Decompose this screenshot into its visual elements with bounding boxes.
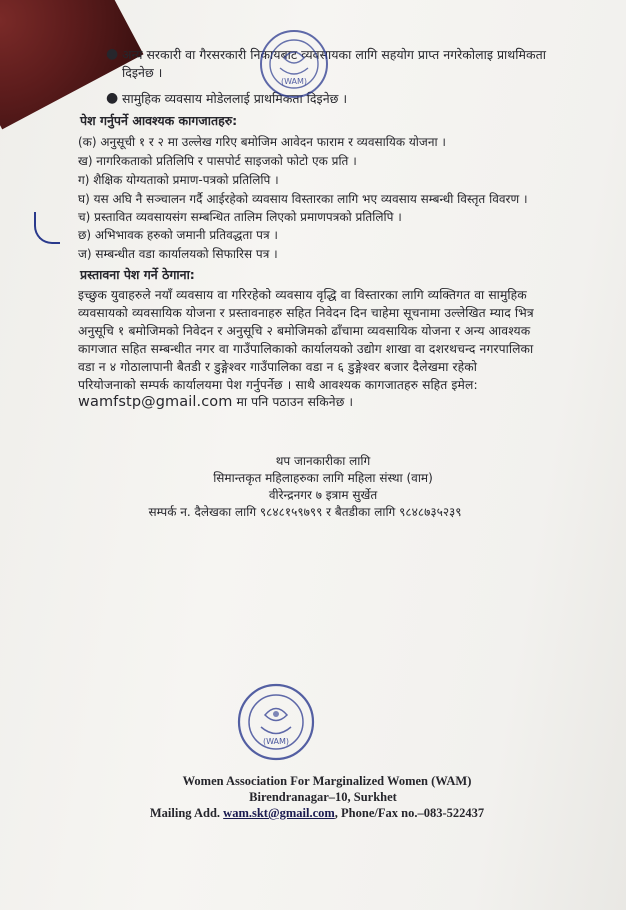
- bullet-icon: ●: [106, 46, 119, 62]
- footer-org-name: Women Association For Marginalized Women (WAM): [182, 774, 472, 788]
- document-item: च) प्रस्तावित व्यवसायसंग सम्बन्धित तालिम लिएको प्रमाणपत्रको प्रतिलिपि ।: [78, 210, 402, 224]
- organization-seal-icon: [258, 28, 330, 100]
- submission-paragraph-line: कागजात सहित सम्बन्धीत नगर वा गाउँपालिकाको कार्यालयको उद्योग शाखा वा दशरथचन्द नगरपालिका: [78, 342, 534, 356]
- footer-mailing-label: Mailing Add.: [149, 806, 221, 820]
- contact-address-nepali: वीरेन्द्रनगर ७ इत्राम सुर्खेत: [268, 488, 378, 502]
- document-item: ग) शैक्षिक योग्यताको प्रमाण-पत्रको प्रतिलिपि ।: [78, 173, 279, 187]
- bullet-item-text: अन्य सरकारी वा गैरसरकारी निकायबाट व्यवसायका लागि सहयोग प्राप्त नगरेकोलाइ प्राथमिकता: [122, 47, 546, 62]
- footer-mailing: [4, 806, 626, 821]
- document-item: घ) यस अघि नै सञ्चालन गर्दै आईरहेको व्यवसाय विस्तारका लागि भए व्यवसाय सम्बन्धी विस्तृत विवरण ।: [78, 192, 528, 206]
- document-item: ज) सम्बन्धीत वडा कार्यालयको सिफारिस पत्र ।: [78, 247, 278, 261]
- document-item: छ) अभिभावक हरुको जमानी प्रतिवद्धता पत्र ।: [78, 228, 278, 242]
- document-item: (क) अनुसूची १ र २ मा उल्लेख गरिए बमोजिम आवेदन फाराम र व्यवसायिक योजना ।: [78, 135, 446, 149]
- footer-address: Birendranagar–10, Surkhet: [249, 790, 397, 804]
- submission-email-line: [78, 393, 353, 410]
- submission-paragraph-line: परियोजनाको सम्पर्क कार्यालयमा पेश गर्नुपर्नेछ । साथै आवश्यक कागजातहरु सहित इमेल:: [78, 378, 478, 392]
- submission-paragraph-line: वडा न ४ गोठालापानी बैतडी र डुङ्गेश्वर गाउँपालिका वडा न ६ डुङ्गेश्वर बजार दैलेखमा रहेको: [78, 360, 478, 374]
- footer-email-link[interactable]: wam.skt@gmail.com: [223, 806, 335, 820]
- submission-heading: प्रस्तावना पेश गर्ने ठेगाना:: [80, 267, 195, 282]
- document-item: ख) नागरिकताको प्रतिलिपि र पासपोर्ट साइजको फोटो एक प्रति ।: [78, 154, 357, 168]
- documents-heading: पेश गर्नुपर्ने आवश्यक कागजातहरु:: [80, 113, 238, 128]
- bullet-item-text: दिइनेछ ।: [122, 65, 163, 80]
- seal-text: (WAM): [280, 77, 308, 86]
- seal-text: (WAM): [262, 737, 290, 746]
- submission-email-suffix: मा पनि पठाउन सकिनेछ ।: [236, 395, 354, 409]
- handwritten-pen-mark: [34, 212, 60, 244]
- submission-paragraph-line: अनुसूचि १ बमोजिमको निवेदन र अनुसूचि २ बमोजिमको ढाँचामा व्यवसायिक योजना र अन्य आवश्यक: [78, 324, 531, 338]
- submission-email[interactable]: wamfstp@gmail.com: [78, 394, 233, 410]
- contact-org-nepali: सिमान्तकृत महिलाहरुका लागि महिला संस्था (वाम): [213, 471, 433, 485]
- contact-line: थप जानकारीका लागि: [275, 454, 371, 468]
- organization-seal-icon: [236, 682, 316, 762]
- footer-phone: , Phone/Fax no.–083-522437: [334, 806, 485, 820]
- contact-phone-numbers: सम्पर्क न. दैलेखका लागि ९८४८१५९७९९ र बैतडीका लागि ९८४८७३५२३९: [148, 505, 462, 519]
- submission-paragraph-line: व्यवसायको व्यवसायिक योजना र प्रस्तावनाहरु सहित निवेदन दिन चाहेमा सूचनामा उल्लेखित म्याद भित्र: [78, 306, 534, 320]
- bullet-item-text: सामुहिक व्यवसाय मोडेललाई प्राथमिकता दिइनेछ ।: [122, 91, 348, 106]
- bullet-icon: ●: [106, 90, 119, 106]
- submission-paragraph-line: इच्छुक युवाहरुले नयाँ व्यवसाय वा गरिरहेको व्यवसाय वृद्धि वा विस्तारका लागि व्यक्तिगत वा सामुहिक: [78, 288, 527, 302]
